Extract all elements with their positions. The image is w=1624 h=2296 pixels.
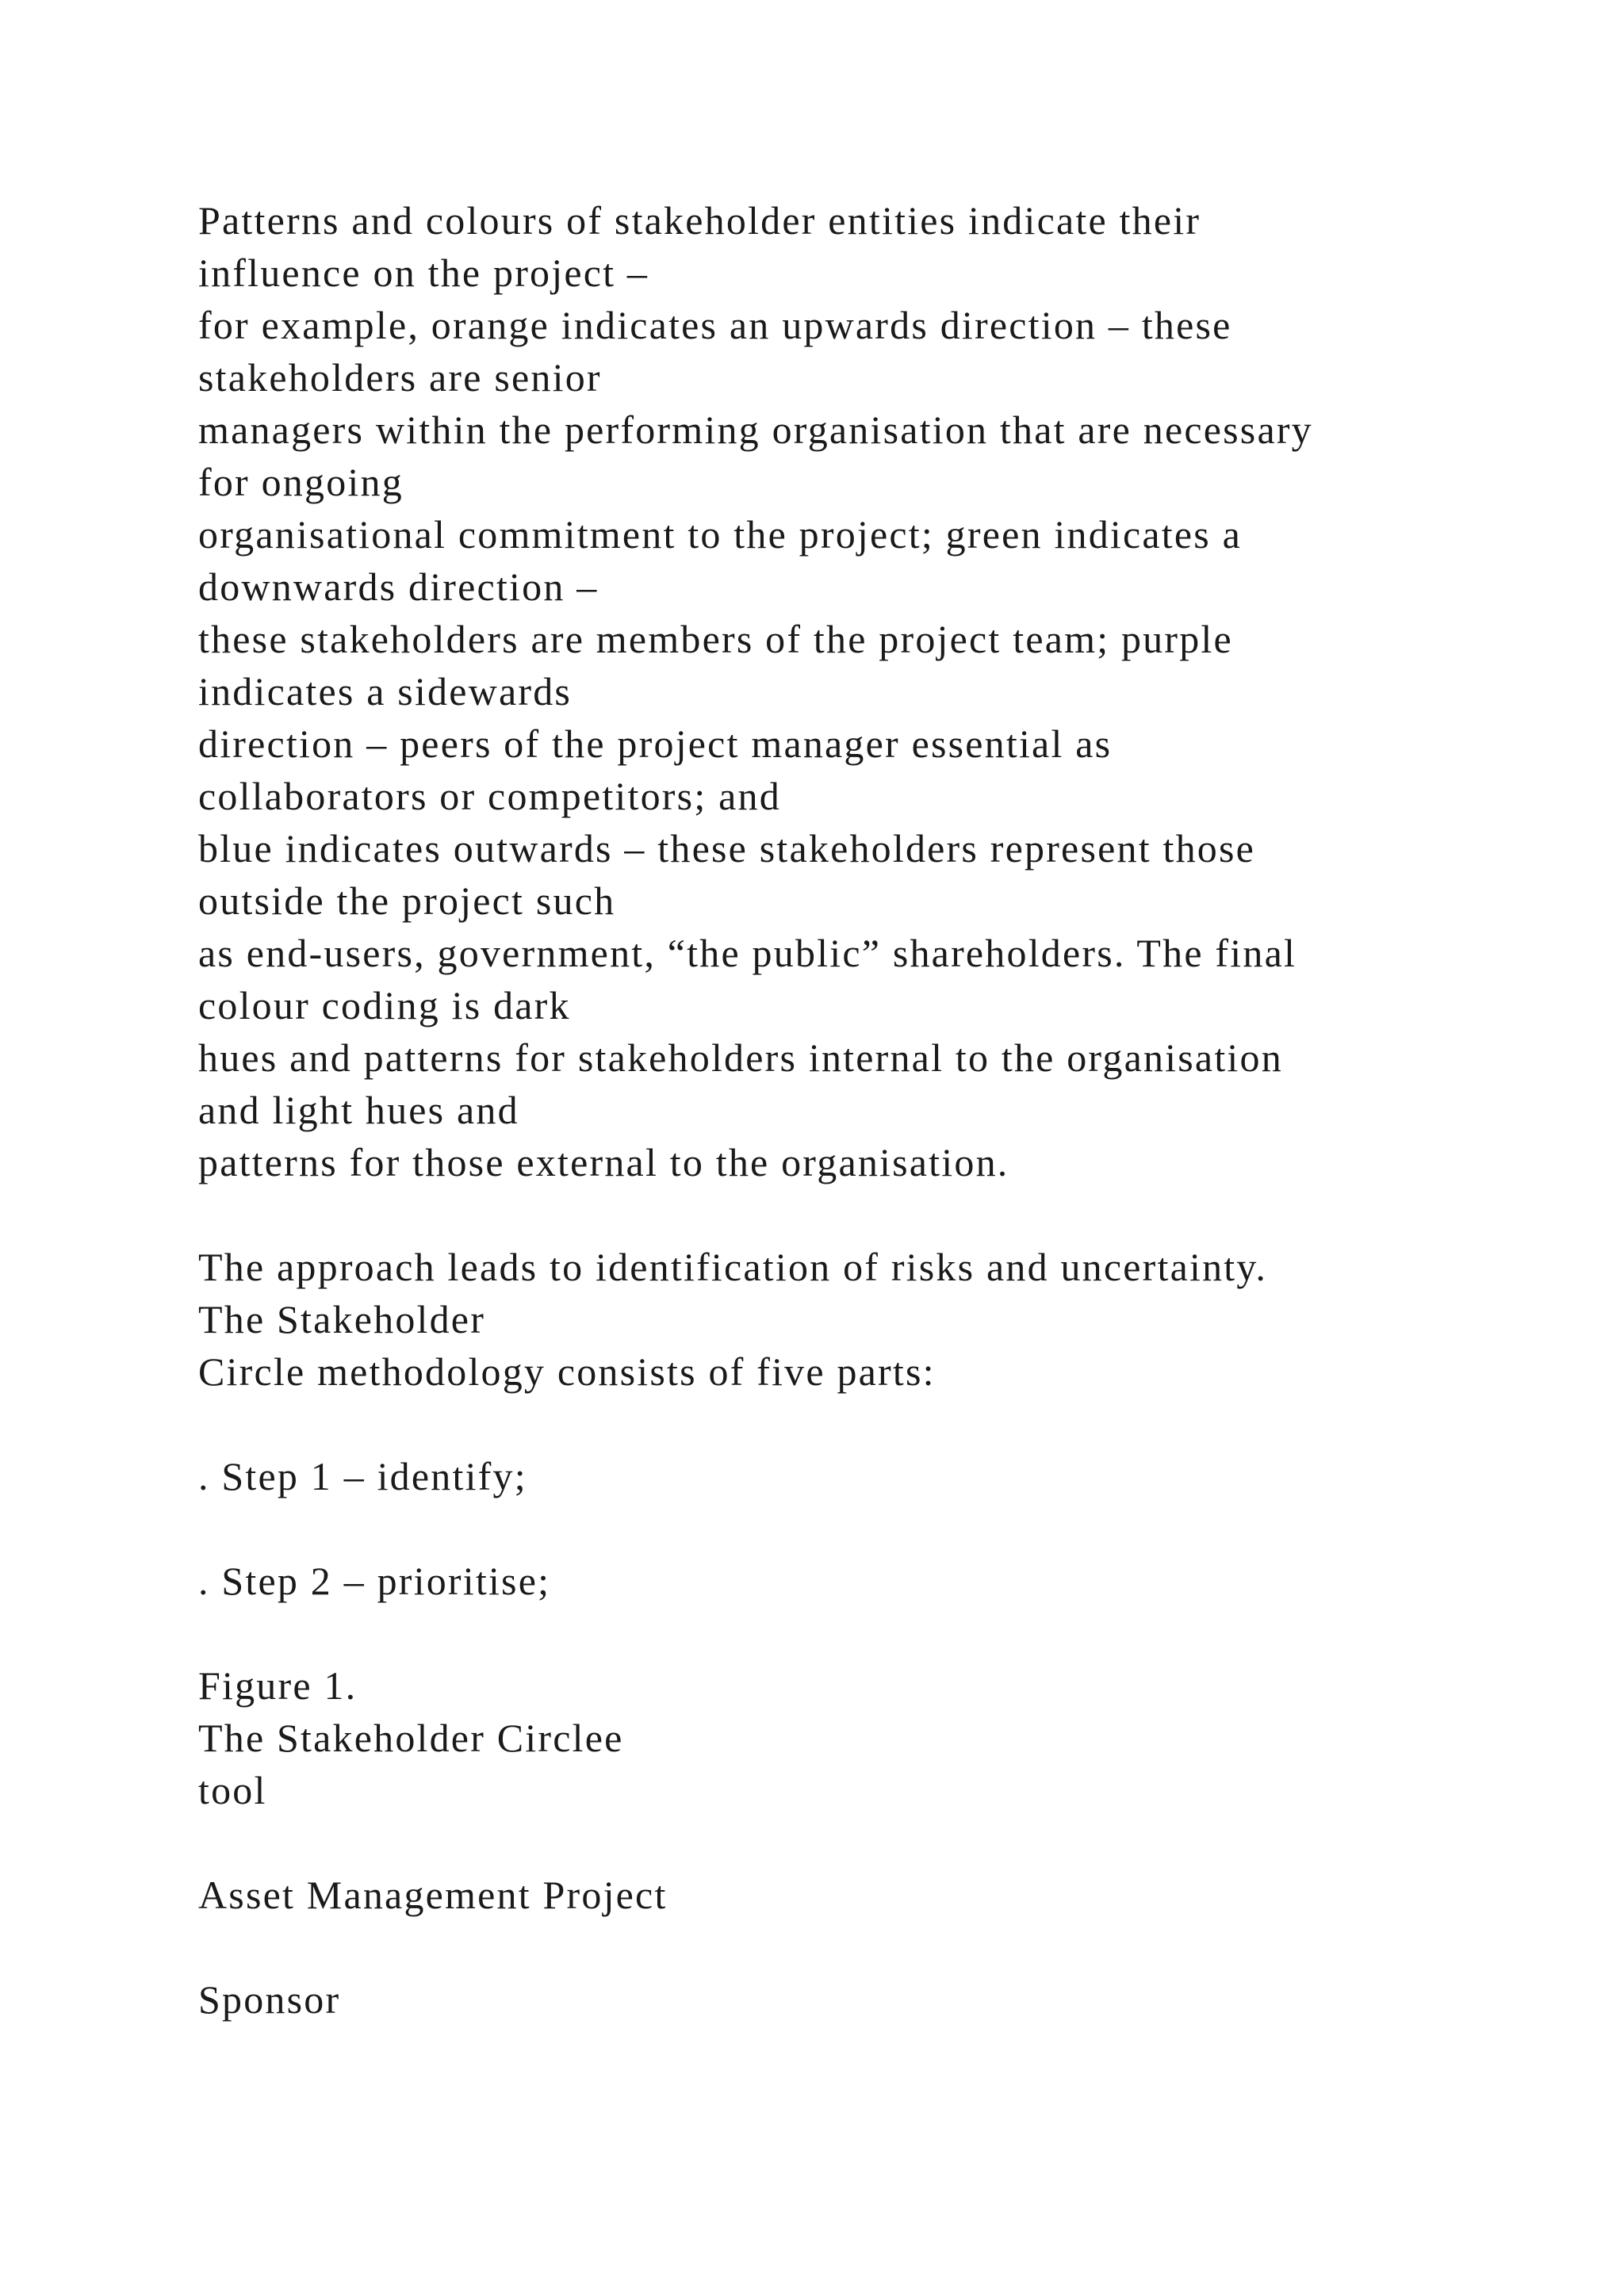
text-line: direction – peers of the project manager essential as bbox=[198, 721, 1113, 766]
blank-line bbox=[198, 1607, 1507, 1659]
text-line: patterns for those external to the organisation. bbox=[198, 1140, 1009, 1184]
blank-line bbox=[198, 1921, 1507, 1973]
text-line: colour coding is dark bbox=[198, 983, 571, 1027]
text-line: collaborators or competitors; and bbox=[198, 774, 781, 818]
text-line: for ongoing bbox=[198, 460, 404, 504]
figure-label-sponsor: Sponsor bbox=[198, 1977, 341, 2022]
figure-caption bbox=[198, 1659, 1507, 1816]
blank-line bbox=[198, 1816, 1507, 1869]
blank-line bbox=[198, 1188, 1507, 1241]
figure-caption-line: The Stakeholder Circlee bbox=[198, 1716, 624, 1760]
text-line: The approach leads to identification of risks and uncertainty. bbox=[198, 1245, 1268, 1289]
paragraph-methodology bbox=[198, 1241, 1507, 1398]
document-body bbox=[198, 194, 1507, 2026]
text-line: The Stakeholder bbox=[198, 1297, 486, 1341]
text-line: stakeholders are senior bbox=[198, 355, 602, 400]
text-line: these stakeholders are members of the project team; purple bbox=[198, 617, 1233, 661]
text-line: managers within the performing organisation that are necessary bbox=[198, 408, 1313, 452]
text-line: as end-users, government, “the public” shareholders. The final bbox=[198, 931, 1297, 975]
text-line: organisational commitment to the project; green indicates a bbox=[198, 512, 1243, 557]
text-line: downwards direction – bbox=[198, 564, 599, 609]
figure-caption-line: Figure 1. bbox=[198, 1663, 358, 1708]
text-line: blue indicates outwards – these stakeholders represent those bbox=[198, 826, 1256, 871]
text-line: influence on the project – bbox=[198, 251, 649, 295]
text-line: for example, orange indicates an upwards direction – these bbox=[198, 303, 1232, 347]
step-2-item: . Step 2 – prioritise; bbox=[198, 1559, 551, 1603]
step-1-item: . Step 1 – identify; bbox=[198, 1454, 527, 1498]
text-line: outside the project such bbox=[198, 878, 616, 923]
paragraph-stakeholder-colours bbox=[198, 194, 1507, 1188]
figure-label-project: Asset Management Project bbox=[198, 1873, 668, 1917]
blank-line bbox=[198, 1502, 1507, 1555]
text-line: Patterns and colours of stakeholder entities indicate their bbox=[198, 198, 1201, 243]
blank-line bbox=[198, 1398, 1507, 1450]
text-line: hues and patterns for stakeholders internal to the organisation bbox=[198, 1035, 1283, 1080]
text-line: indicates a sidewards bbox=[198, 669, 573, 714]
text-line: and light hues and bbox=[198, 1088, 519, 1132]
text-line: Circle methodology consists of five parts: bbox=[198, 1349, 936, 1394]
figure-caption-line: tool bbox=[198, 1768, 267, 1812]
